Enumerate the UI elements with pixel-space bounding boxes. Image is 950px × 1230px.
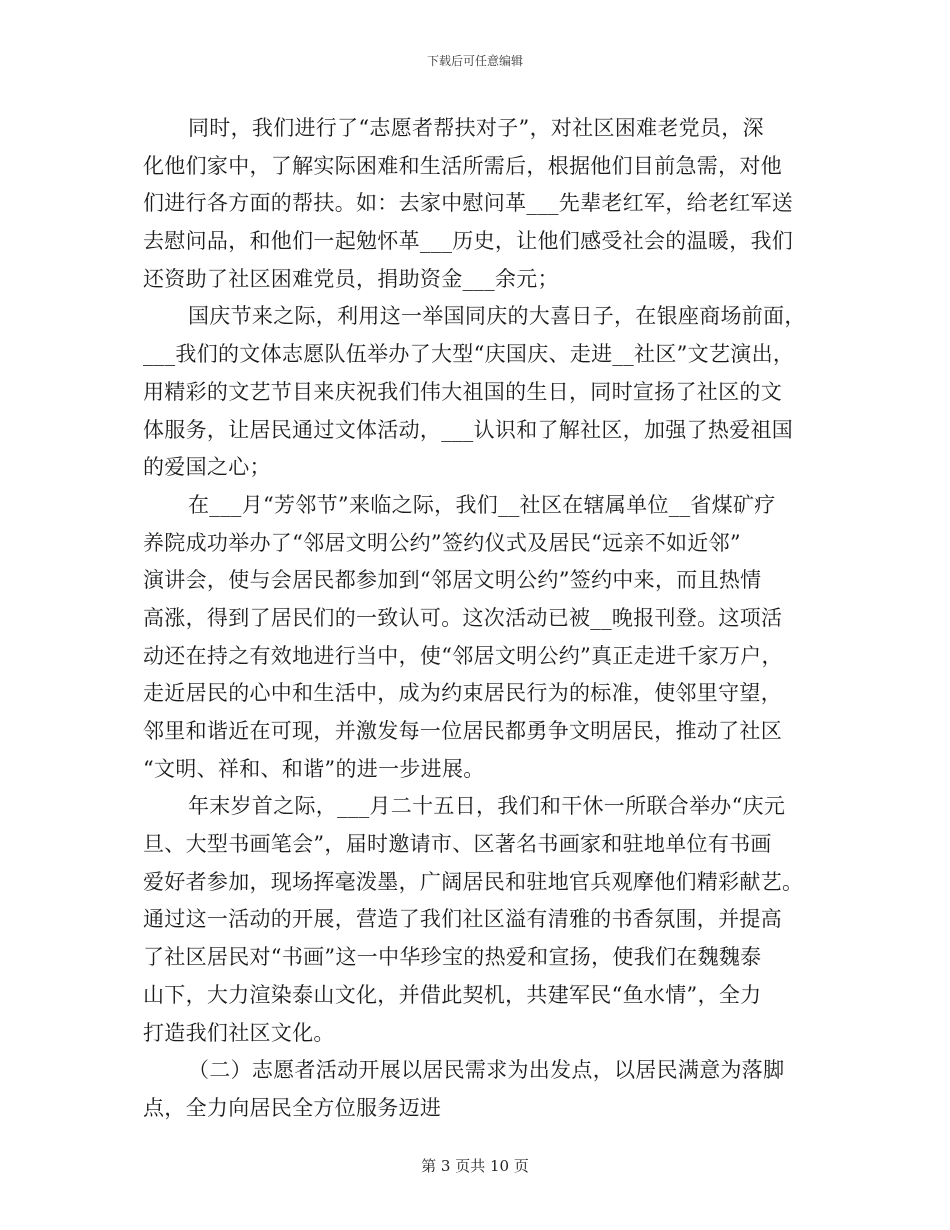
paragraph-line: 去慰问品，和他们一起勉怀革___历史，让他们感受社会的温暖，我们 bbox=[143, 229, 794, 254]
paragraph-line: 的爱国之心； bbox=[143, 455, 271, 480]
paragraph-first-line: 在___月“芳邻节”来临之际，我们__社区在辖属单位__省煤矿疗 bbox=[188, 492, 776, 517]
paragraph-line: 走近居民的心中和生活中，成为约束居民行为的标准，使邻里守望， bbox=[143, 681, 782, 706]
page-header: 下载后可任意编辑 bbox=[426, 54, 523, 68]
paragraph-line: 体服务，让居民通过文体活动，___认识和了解社区，加强了热爱祖国 bbox=[143, 417, 794, 442]
paragraph-first-line: 同时，我们进行了“志愿者帮扶对子”，对社区困难老党员，深 bbox=[188, 116, 764, 140]
paragraph-line: “文明、祥和、和谐”的进一步进展。 bbox=[143, 756, 485, 781]
paragraph-line: 了社区居民对“书画”这一中华珍宝的热爱和宣扬，使我们在魏魏泰 bbox=[143, 945, 762, 970]
paragraph-line: 通过这一活动的开展，营造了我们社区溢有清雅的书香氛围，并提高 bbox=[143, 907, 782, 932]
paragraph-line: 还资助了社区困难党员，捐助资金___余元； bbox=[143, 266, 559, 291]
paragraph-line: 化他们家中，了解实际困难和生活所需后，根据他们目前急需，对他 bbox=[143, 153, 782, 178]
paragraph-first-line: （二）志愿者活动开展以居民需求为出发点，以居民满意为落脚 bbox=[188, 1058, 785, 1083]
paragraph-line: 用精彩的文艺节目来庆祝我们伟大祖国的生日，同时宣扬了社区的文 bbox=[143, 379, 782, 404]
paragraph-line: 点，全力向居民全方位服务迈进 bbox=[143, 1095, 442, 1120]
paragraph-line: 高涨，得到了居民们的一致认可。这次活动已被__晚报刊登。这项活 bbox=[143, 605, 783, 630]
paragraph-first-line: 年末岁首之际，___月二十五日，我们和干休一所联合举办“庆元 bbox=[188, 794, 786, 819]
paragraph-first-line: 国庆节来之际，利用这一举国同庆的大喜日子，在银座商场前面， bbox=[188, 304, 806, 329]
paragraph-line: 爱好者参加，现场挥毫泼墨，广阔居民和驻地官兵观摩他们精彩献艺。 bbox=[143, 869, 804, 894]
paragraph-line: 打造我们社区文化。 bbox=[143, 1020, 335, 1045]
paragraph-line: 们进行各方面的帮扶。如：去家中慰问革___先辈老红军，给老红军送 bbox=[143, 191, 794, 216]
paragraph-line: 演讲会，使与会居民都参加到“邻居文明公约”签约中来，而且热情 bbox=[143, 568, 762, 593]
paragraph-line: 养院成功举办了“邻居文明公约”签约仪式及居民“远亲不如近邻” bbox=[143, 530, 741, 555]
paragraph-line: 邻里和谐近在可现，并激发每一位居民都勇争文明居民，推动了社区 bbox=[143, 719, 782, 743]
document-body bbox=[143, 110, 815, 1128]
page-footer: 第 3 页共 10 页 bbox=[421, 1157, 529, 1175]
paragraph-line: ___我们的文体志愿队伍举办了大型“庆国庆、走进__社区”文艺演出， bbox=[143, 342, 795, 367]
paragraph-line: 山下，大力渲染泰山文化，并借此契机，共建军民“鱼水情”，全力 bbox=[143, 982, 762, 1007]
paragraph-line: 动还在持之有效地进行当中，使“邻居文明公约”真正走进千家万户， bbox=[143, 643, 783, 668]
paragraph-line: 旦、大型书画笔会”，届时邀请市、区著名书画家和驻地单位有书画 bbox=[143, 832, 772, 857]
